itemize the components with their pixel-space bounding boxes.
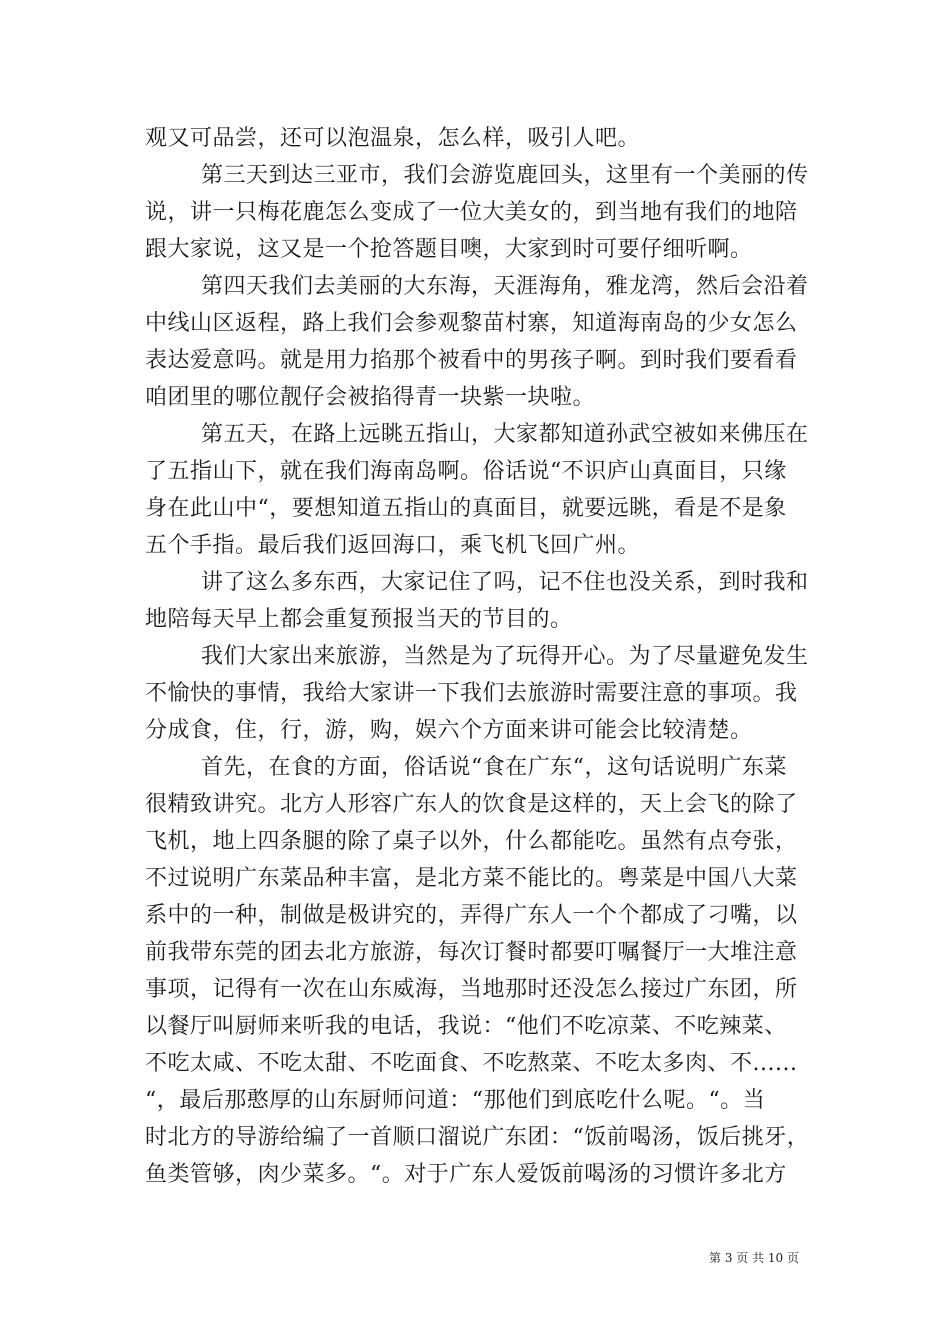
text-line: 首先，在食的方面，俗话说“食在广东“，这句话说明广东菜 (201, 755, 787, 780)
text-line: 中线山区返程，路上我们会参观黎苗村寨，知道海南岛的少女怎么 (145, 311, 798, 336)
page-number: 第 3 页 共 10 页 (709, 1251, 799, 1265)
text-line: 系中的一种，制做是极讲究的，弄得广东人一个个都成了刁嘴，以 (145, 903, 798, 928)
text-line: 不吃太咸、不吃太甜、不吃面食、不吃熬菜、不吃太多肉、不...... (145, 1051, 798, 1076)
text-line: 地陪每天早上都会重复预报当天的节目的。 (145, 607, 573, 632)
text-line: 鱼类管够，肉少菜多。“。对于广东人爱饭前喝汤的习惯许多北方 (145, 1162, 787, 1187)
text-line: 第三天到达三亚市，我们会游览鹿回头，这里有一个美丽的传 (201, 163, 809, 188)
text-line: 时北方的导游给编了一首顺口溜说广东团：“饭前喝汤，饭后挑牙， (145, 1125, 810, 1150)
text-line: 跟大家说，这又是一个抢答题目噢，大家到时可要仔细听啊。 (145, 237, 753, 262)
text-line: 以餐厅叫厨师来听我的电话，我说：“他们不吃凉菜、不吃辣菜、 (145, 1014, 787, 1039)
text-line: 观又可品尝，还可以泡温泉，怎么样，吸引人吧。 (145, 126, 641, 151)
text-line: 不愉快的事情，我给大家讲一下我们去旅游时需要注意的事项。我 (145, 681, 798, 706)
text-line: 五个手指。最后我们返回海口，乘飞机飞回广州。 (145, 533, 641, 558)
text-line: “，最后那憨厚的山东厨师问道：“那他们到底吃什么呢。“。当 (145, 1088, 766, 1113)
text-line: 我们大家出来旅游，当然是为了玩得开心。为了尽量避免发生 (201, 644, 809, 669)
text-line: 表达爱意吗。就是用力掐那个被看中的男孩子啊。到时我们要看看 (145, 348, 798, 373)
text-line: 了五指山下，就在我们海南岛啊。俗话说“不识庐山真面目，只缘 (145, 459, 787, 484)
text-line: 不过说明广东菜品种丰富，是北方菜不能比的。粤菜是中国八大菜 (145, 866, 798, 891)
text-line: 分成食，住，行，游，购，娱六个方面来讲可能会比较清楚。 (145, 718, 753, 743)
text-line: 咱团里的哪位靓仔会被掐得青一块紫一块啦。 (145, 385, 596, 410)
text-line: 很精致讲究。北方人形容广东人的饮食是这样的，天上会飞的除了 (145, 792, 798, 817)
text-line: 飞机，地上四条腿的除了桌子以外，什么都能吃。虽然有点夸张， (145, 829, 798, 854)
text-line: 说，讲一只梅花鹿怎么变成了一位大美女的，到当地有我们的地陪 (145, 200, 798, 225)
text-line: 讲了这么多东西，大家记住了吗，记不住也没关系，到时我和 (201, 570, 809, 595)
text-line: 第五天，在路上远眺五指山，大家都知道孙武空被如来佛压在 (201, 422, 809, 447)
text-line: 身在此山中“，要想知道五指山的真面目，就要远眺，看是不是象 (145, 496, 787, 521)
text-line: 事项，记得有一次在山东威海，当地那时还没怎么接过广东团，所 (145, 977, 798, 1002)
text-line: 前我带东莞的团去北方旅游，每次订餐时都要叮嘱餐厅一大堆注意 (145, 940, 798, 965)
text-line: 第四天我们去美丽的大东海，天涯海角，雅龙湾，然后会沿着 (201, 274, 809, 299)
